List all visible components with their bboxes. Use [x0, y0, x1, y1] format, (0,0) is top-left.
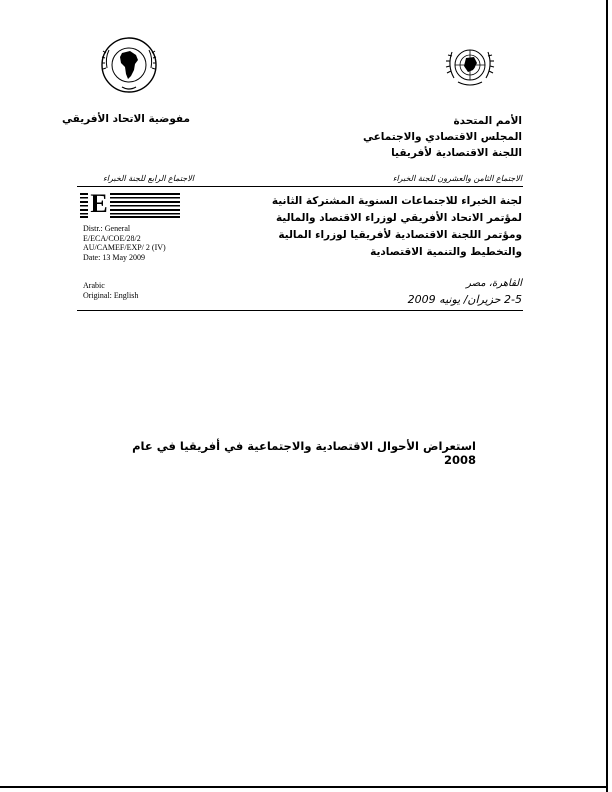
african-union-emblem [100, 36, 158, 94]
un-header-line-1: الأمم المتحدة [453, 115, 522, 127]
meeting-left: الاجتماع الرابع للجنة الخبراء [103, 174, 194, 183]
location: القاهرة، مصر [466, 278, 522, 289]
language: Arabic [83, 281, 105, 290]
e-letter: E [90, 189, 108, 218]
un-header-line-2: المجلس الاقتصادي والاجتماعي [362, 131, 522, 143]
doc-info [83, 224, 233, 262]
symbol-eca: E/ECA/COE/28/2 [83, 233, 141, 243]
committee-line-1: لجنة الخبراء للاجتماعات السنوية المشتركة الثانية [271, 195, 522, 207]
meeting-right: الاجتماع الثامن والعشرون للجنة الخبراء [392, 174, 522, 183]
au-name: مفوضية الاتحاد الأفريقي [62, 113, 190, 125]
original-language: Original: English [83, 290, 139, 300]
committee-line-3: ومؤتمر اللجنة الاقتصادية لأفريقيا لوزراء المالية [278, 229, 522, 241]
committee-line-2: لمؤتمر الاتحاد الأفريقي لوزراء الاقتصاد والمالية [275, 212, 522, 224]
page-border-bottom [0, 786, 608, 788]
doc-date: Date: 13 May 2009 [83, 252, 145, 262]
meeting-dates: 2-5 حزيران/ يونيه 2009 [407, 293, 522, 306]
ecosoc-e-logo [80, 189, 180, 218]
document-title: استعراض الأحوال الاقتصادية والاجتماعية في أفريقيا في عام 2008 [132, 439, 476, 467]
united-nations-emblem [444, 42, 496, 92]
committee-line-4: والتخطيط والتنمية الاقتصادية [370, 246, 522, 258]
language-info [83, 281, 233, 300]
un-header [300, 113, 522, 161]
symbol-au: AU/CAMEF/EXP/ 2 (IV) [83, 243, 166, 252]
page-border-right [606, 0, 608, 792]
info-rule [77, 310, 523, 311]
distribution: Distr.: General [83, 224, 131, 233]
committee-block [262, 193, 522, 261]
header-rule [77, 186, 523, 187]
un-header-line-3: اللجنة الاقتصادية لأفريقيا [391, 147, 522, 159]
